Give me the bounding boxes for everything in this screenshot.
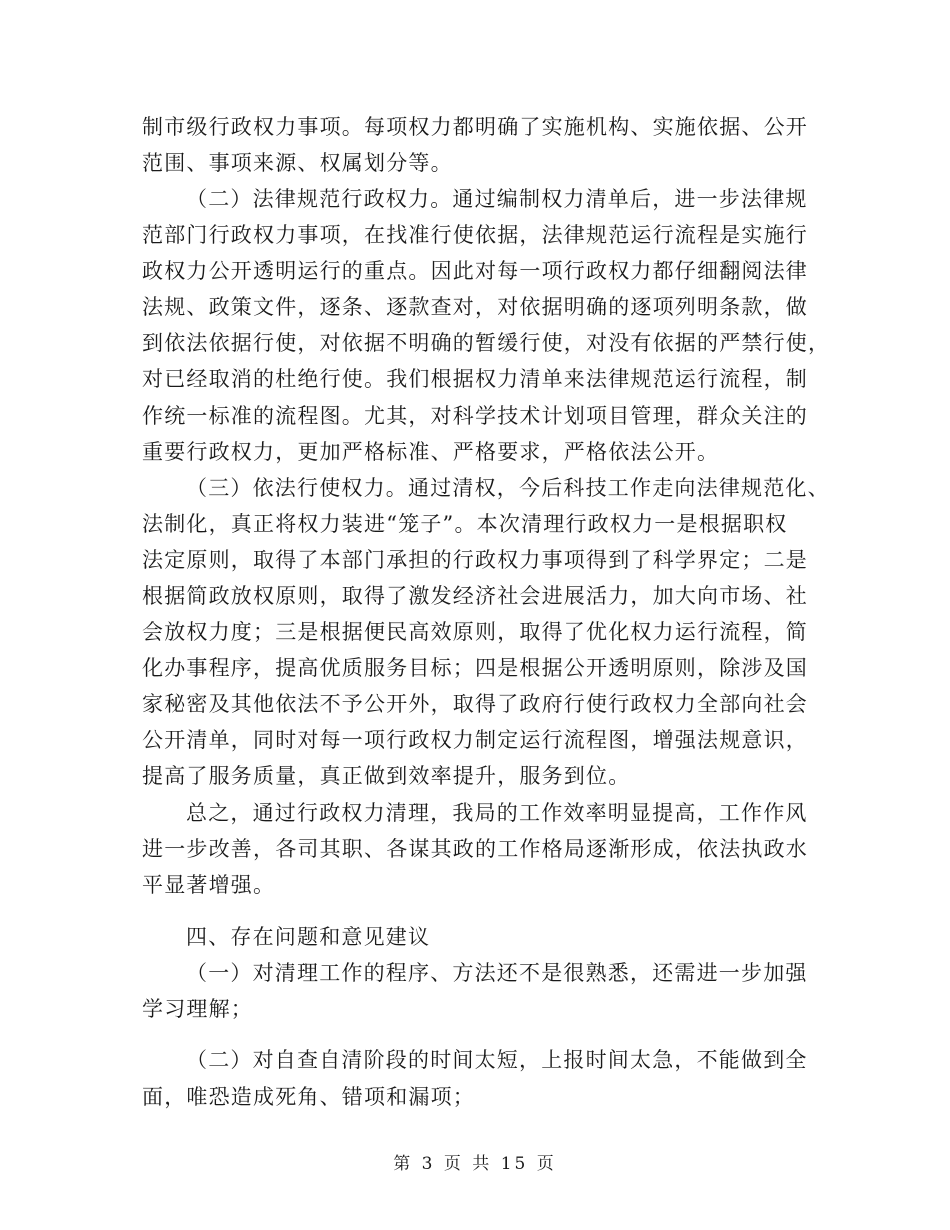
text-line: 进一步改善，各司其职、各谋其政的工作格局逐渐形成，依法执政水: [142, 837, 808, 861]
text-line: 学习理解；: [142, 997, 253, 1021]
text-line: 法定原则，取得了本部门承担的行政权力事项得到了科学界定；二是: [142, 548, 808, 572]
text-line: 到依法依据行使，对依据不明确的暂缓行使，对没有依据的严禁行使，: [142, 331, 831, 355]
text-line: 会放权力度；三是根据便民高效原则，取得了优化权力运行流程，简: [142, 620, 808, 644]
text-line: 政权力公开透明运行的重点。因此对每一项行政权力都仔细翻阅法律: [142, 259, 808, 283]
text-line: 根据简政放权原则，取得了激发经济社会进展活力，加大向市场、社: [142, 584, 808, 608]
text-line: 范围、事项来源、权属划分等。: [142, 151, 453, 175]
paragraph-start: （一）对清理工作的程序、方法还不是很熟悉，还需进一步加强: [186, 961, 808, 985]
page-number-footer: 第 3 页 共 15 页: [393, 1154, 557, 1174]
text-line: 面，唯恐造成死角、错项和漏项；: [142, 1085, 475, 1109]
text-line: 作统一标准的流程图。尤其，对科学技术计划项目管理，群众关注的: [142, 404, 808, 428]
text-line: 重要行政权力，更加严格标准、严格要求，严格依法公开。: [142, 440, 720, 464]
text-line: 化办事程序，提高优质服务目标；四是根据公开透明原则，除涉及国: [142, 656, 808, 680]
text-line: 范部门行政权力事项，在找准行使依据，法律规范运行流程是实施行: [142, 223, 808, 247]
text-line: 平显著增强。: [142, 873, 276, 897]
section-heading: 四、存在问题和意见建议: [186, 925, 431, 949]
text-line: 对已经取消的杜绝行使。我们根据权力清单来法律规范运行流程，制: [142, 367, 808, 391]
paragraph-start: 总之，通过行政权力清理，我局的工作效率明显提高，工作作风: [186, 801, 808, 825]
text-line: 制市级行政权力事项。每项权力都明确了实施机构、实施依据、公开: [142, 115, 808, 139]
text-line: 家秘密及其他依法不予公开外，取得了政府行使行政权力全部向社会: [142, 692, 808, 716]
text-line: 法制化，真正将权力装进“笼子”。本次清理行政权力一是根据职权: [142, 512, 788, 536]
text-line: 提高了服务质量，真正做到效率提升，服务到位。: [142, 764, 631, 788]
text-line: 法规、政策文件，逐条、逐款查对，对依据明确的逐项列明条款，做: [142, 295, 808, 319]
paragraph-start: （三）依法行使权力。通过清权，今后科技工作走向法律规范化、: [186, 476, 830, 500]
paragraph-start: （二）对自查自清阶段的时间太短，上报时间太急，不能做到全: [186, 1048, 808, 1072]
paragraph-start: （二）法律规范行政权力。通过编制权力清单后，进一步法律规: [186, 187, 808, 211]
text-line: 公开清单，同时对每一项行政权力制定运行流程图，增强法规意识，: [142, 728, 808, 752]
